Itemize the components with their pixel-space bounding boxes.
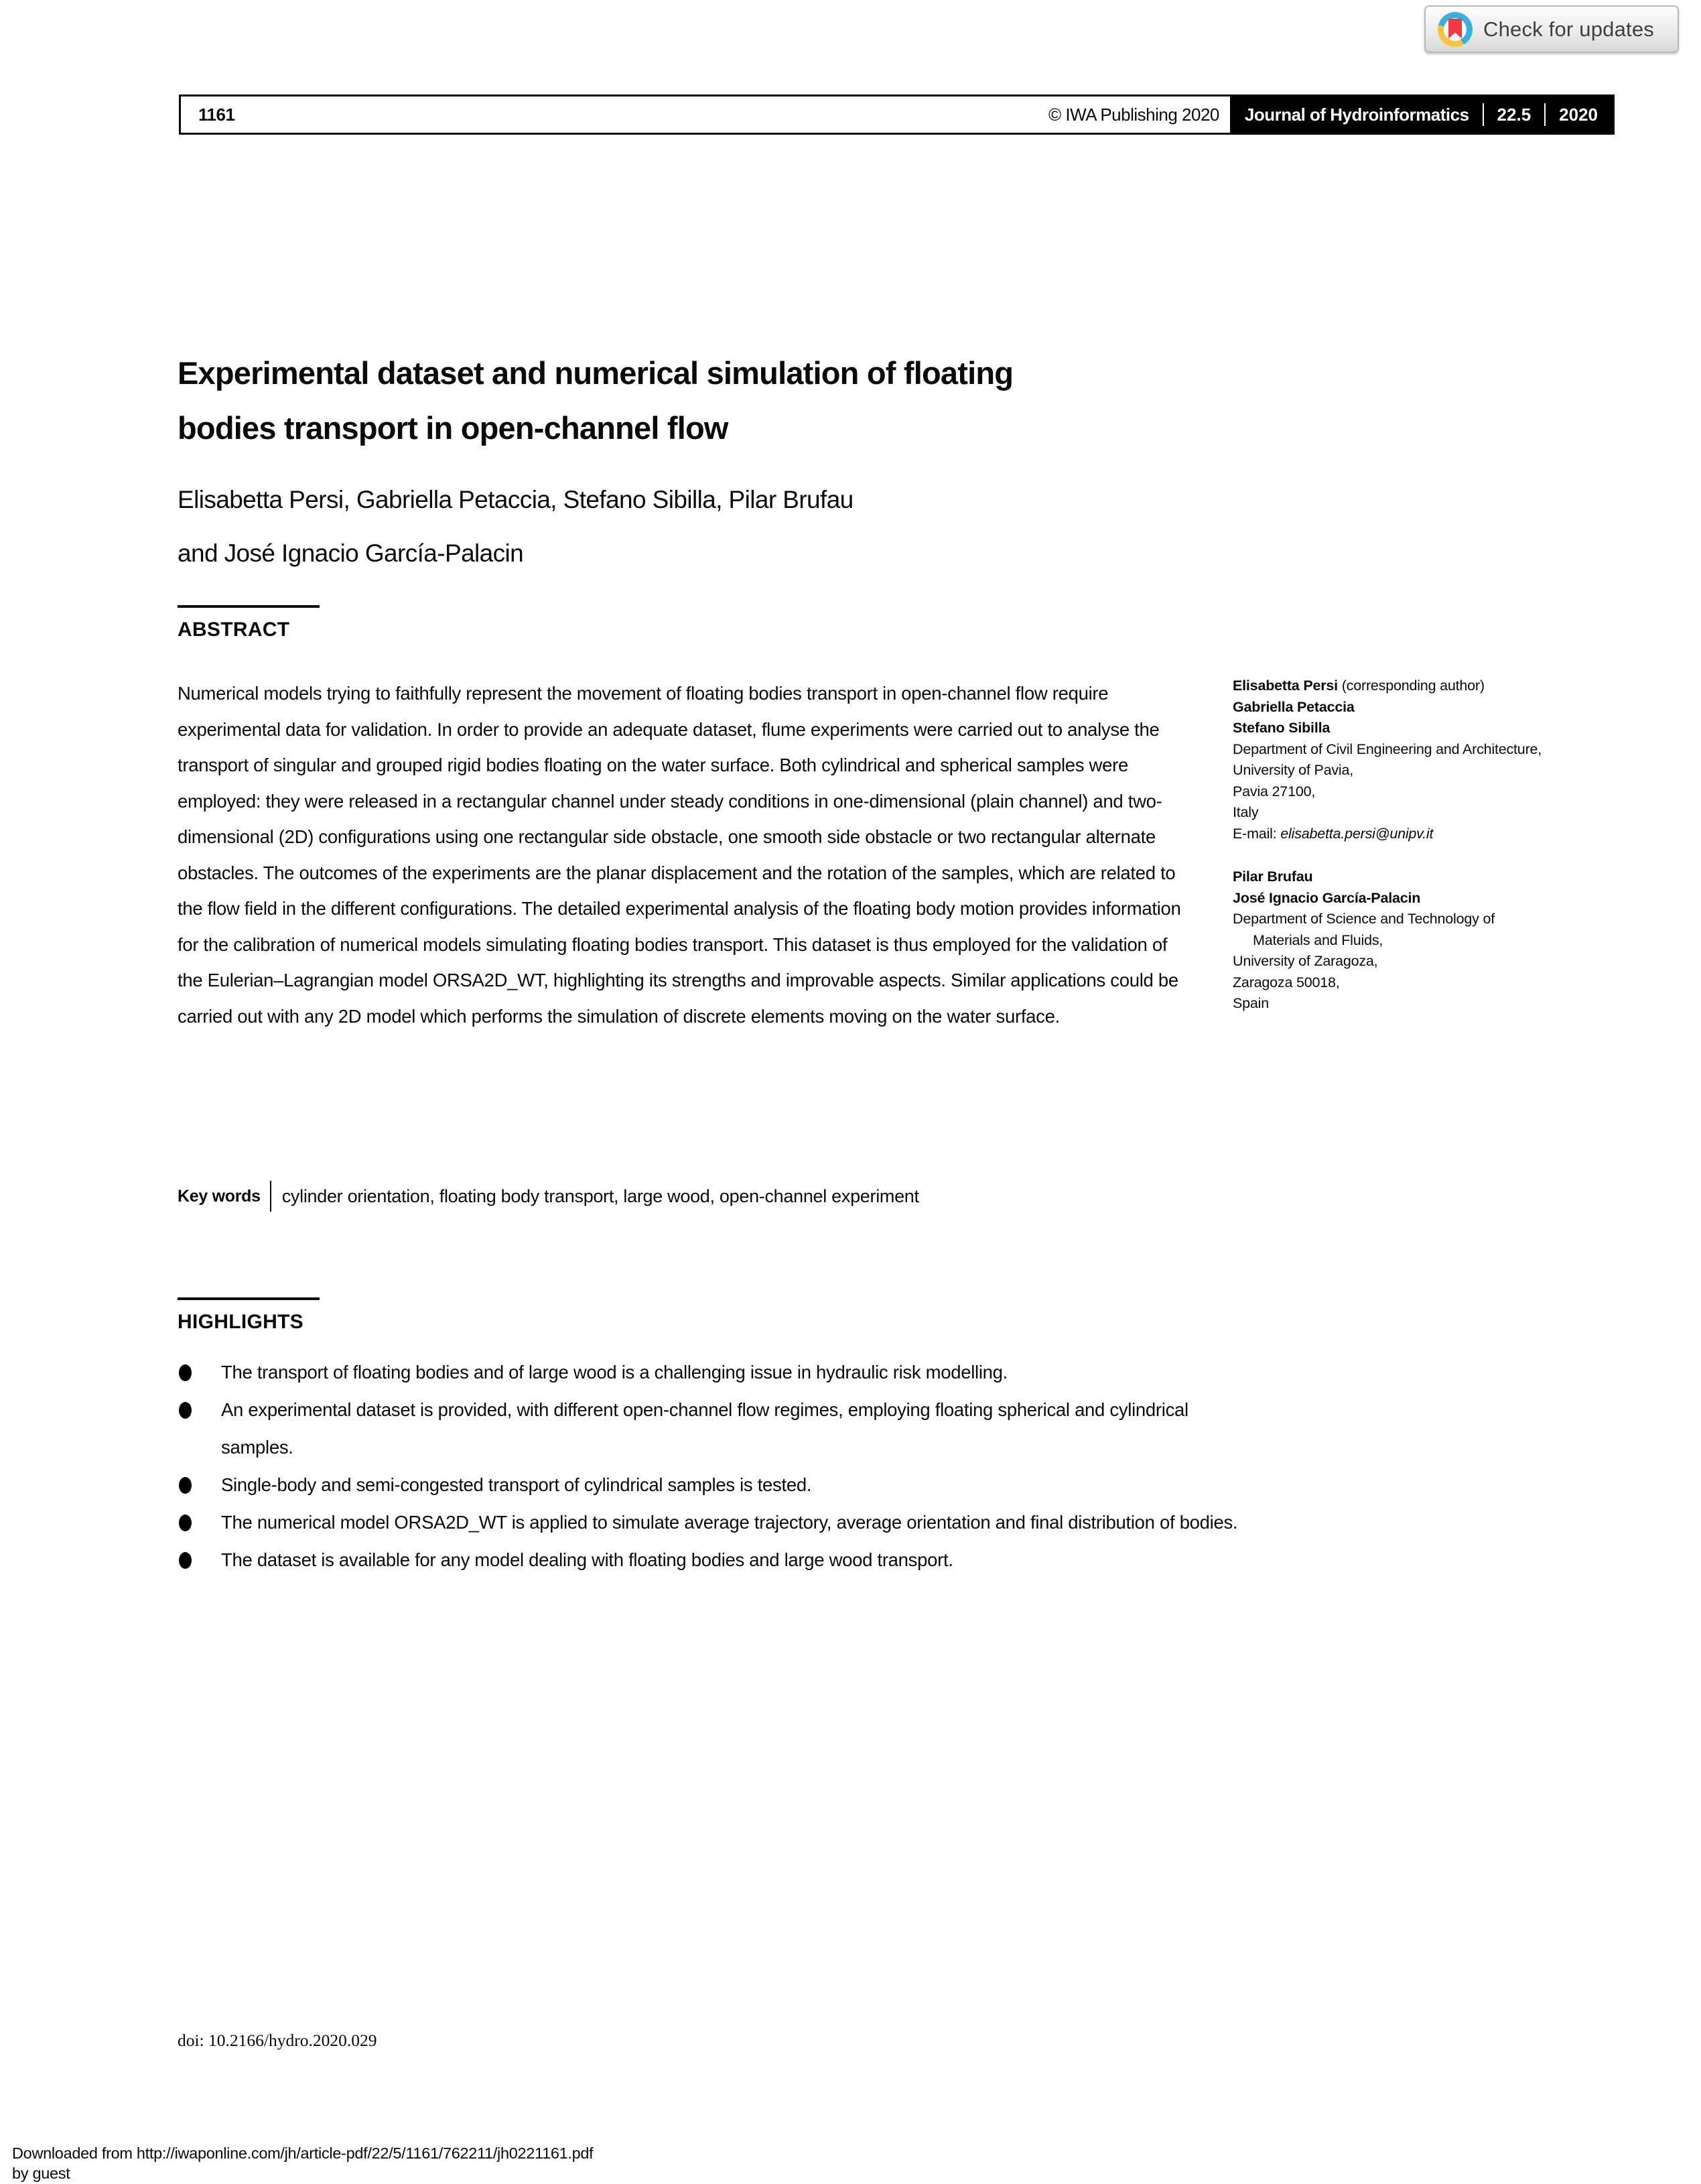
author-line: Elisabetta Persi, Gabriella Petaccia, Stefano Sibilla, Pilar Brufau [178,486,854,513]
journal-header-bar [179,94,1615,135]
highlight-text: The dataset is available for any model dealing with floating bodies and large wood transport. [221,1549,953,1570]
section-rule [178,605,320,608]
keywords-list: cylinder orientation, floating body transport, large wood, open-channel experiment [281,1185,919,1206]
crossmark-icon [1438,12,1473,47]
footer-line: Downloaded from http://iwaponline.com/jh/article-pdf/22/5/1161/762211/jh0221161.pdf [12,2144,594,2162]
bullet-icon [179,1515,192,1531]
affiliation-line: Italy [1233,804,1259,820]
bullet-icon [179,1477,192,1494]
affiliation-line [1233,676,1635,697]
author-name: Pilar Brufau [1233,869,1313,885]
affiliations-sidebar [1233,676,1635,1015]
affiliation-line: Zaragoza 50018, [1233,974,1340,990]
keywords-row [178,1181,1223,1212]
journal-volume: 22.5 [1497,104,1532,125]
abstract-text: Numerical models trying to faithfully represent the movement of floating bodies transport in open-channel flow require experimental data for validation. In order to provide an adequate dataset, flume experiments were carried out to analyse the transport of singular and grouped rigid bodies floating on the water surface. Both cylindrical and spherical samples were employed: they were released in a rectangular channel under steady conditions in one-dimensional (plain channel) and two-dimensional (2D) configurations using one rectangular side obstacle, one smooth side obstacle or two rectangular alternate obstacles. The outcomes of the experiments are the planar displacement and the rotation of the samples, which are related to the flow field in the different configurations. The detailed experimental analysis of the floating body motion provides information for the calibration of numerical models simulating floating bodies transport. This dataset is thus employed for the validation of the Eulerian–Lagrangian model ORSA2D_WT, highlighting its strengths and improvable aspects. Similar applications could be carried out with any 2D model which performs the simulation of discrete elements moving on the water surface. [178,683,1181,1027]
divider [1483,103,1484,126]
email-label: E-mail: [1233,825,1281,842]
list-item [178,1354,1243,1391]
journal-info-box [1230,97,1613,133]
article-title-line: Experimental dataset and numerical simulation of floating [178,355,1014,391]
article-title [178,346,1013,456]
email-address: elisabetta.persi@unipv.it [1280,825,1434,842]
header-spacer [234,97,1048,133]
list-item [178,1466,1243,1504]
download-footer [12,2143,593,2183]
bookmark-icon [1448,19,1462,39]
check-for-updates-label: Check for updates [1483,17,1654,41]
doi-text: doi: 10.2166/hydro.2020.029 [178,2031,377,2050]
author-list [178,473,854,580]
highlight-text: The transport of floating bodies and of large wood is a challenging issue in hydraulic risk modelling. [221,1362,1008,1383]
author-name: Elisabetta Persi [1233,678,1338,694]
journal-name: Journal of Hydroinformatics [1244,104,1469,125]
article-title-line: bodies transport in open-channel flow [178,410,728,446]
bullet-icon [179,1402,192,1419]
affiliation-line: University of Zaragoza, [1233,953,1378,969]
affiliation-line: Materials and Fluids, [1253,932,1383,948]
author-name: José Ignacio García-Palacin [1233,889,1421,906]
highlight-text: Single-body and semi-congested transport of cylindrical samples is tested. [221,1474,812,1495]
list-item [178,1391,1243,1466]
journal-year: 2020 [1559,104,1598,125]
corresponding-note: (corresponding author) [1337,678,1485,694]
affiliation-block [1233,866,1635,1015]
affiliation-line: Pavia 27100, [1233,783,1316,799]
keywords-label: Key words [178,1186,261,1206]
author-name: Gabriella Petaccia [1233,698,1355,715]
page-number: 1161 [198,104,235,125]
section-rule [178,1297,320,1300]
abstract-heading: ABSTRACT [178,619,290,641]
affiliation-line: Department of Science and Technology of [1233,911,1495,927]
affiliation-line: Spain [1233,995,1269,1011]
footer-line: by guest [12,2165,70,2182]
bullet-icon [179,1364,192,1381]
list-item [178,1504,1243,1541]
highlights-heading: HIGHLIGHTS [178,1311,303,1333]
affiliation-block [1233,676,1635,844]
check-for-updates-button[interactable] [1424,5,1679,53]
copyright-text: © IWA Publishing 2020 [1048,104,1219,125]
author-line: and José Ignacio García-Palacin [178,539,524,567]
highlight-text: The numerical model ORSA2D_WT is applied to simulate average trajectory, average orientation and final distribution of bodies. [221,1512,1238,1533]
affiliation-line: Department of Civil Engineering and Architecture, [1233,741,1542,757]
highlight-text: An experimental dataset is provided, with different open-channel flow regimes, employing floating spherical and cylindrical samples. [221,1399,1188,1458]
highlights-list [178,1354,1243,1579]
email-line [1233,824,1635,845]
divider [270,1181,271,1212]
list-item [178,1541,1243,1579]
affiliation-line: University of Pavia, [1233,762,1354,778]
divider [1544,103,1546,126]
bullet-icon [179,1552,192,1569]
author-name: Stefano Sibilla [1233,720,1331,736]
